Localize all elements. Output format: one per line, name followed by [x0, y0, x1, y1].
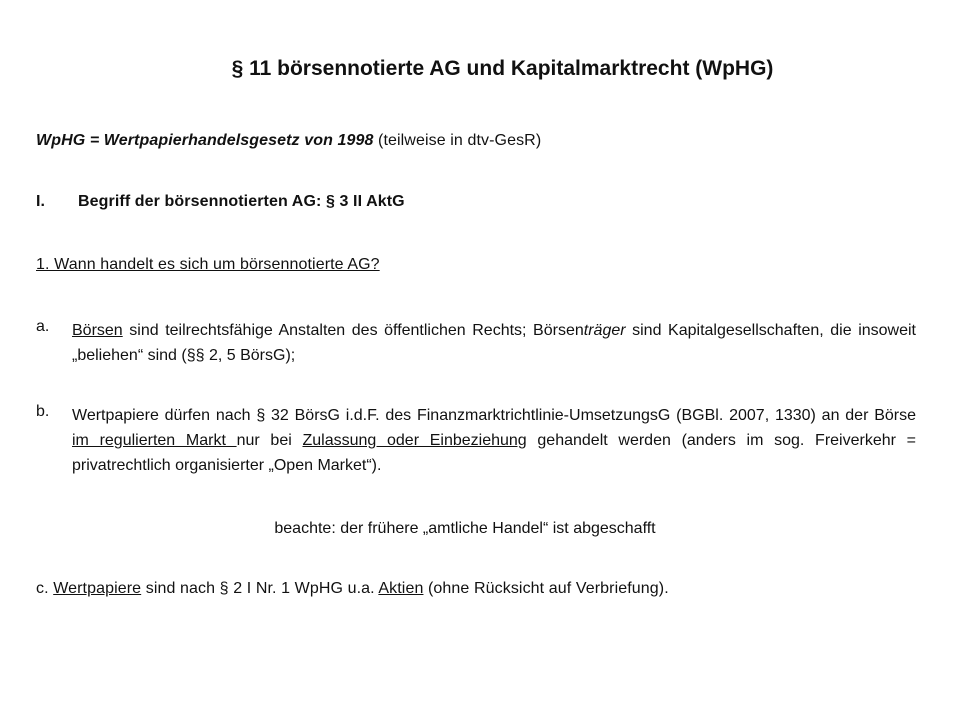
text-span: sind nach § 2 I Nr. 1 WpHG u.a. — [141, 580, 379, 597]
text-span: (ohne Rücksicht auf Verbriefung). — [423, 580, 669, 597]
section-number: I. — [36, 193, 46, 210]
term-regulierter-markt: im regulierten Markt — [72, 432, 237, 449]
list-marker: a. — [36, 318, 50, 335]
section-heading — [36, 193, 405, 211]
term-traeger: träger — [583, 322, 626, 339]
note-line: beachte: der frühere „amtliche Handel“ ist abgeschafft — [274, 520, 656, 537]
list-item-body — [72, 403, 916, 478]
list-item-c — [36, 580, 669, 598]
list-item-body — [72, 318, 916, 368]
text-span: gehandelt werden (anders im sog. Freiverkehr = privatrechtlich organisierter „Open Market“). — [72, 432, 917, 474]
term-aktien: Aktien — [378, 580, 424, 597]
wphg-definition: WpHG = Wertpapierhandelsgesetz von 1998 — [36, 132, 374, 149]
list-marker: c. — [36, 580, 54, 597]
section-title: Begriff der börsennotierten AG: § 3 II AktG — [78, 193, 405, 210]
term-wertpapiere: Wertpapiere — [53, 580, 142, 597]
intro-line — [36, 132, 541, 150]
text-span: sind Kapitalgesellschaften, die insoweit „beliehen“ sind (§§ 2, 5 BörsG); — [72, 322, 916, 364]
wphg-source-note: (teilweise in dtv-GesR) — [373, 132, 542, 149]
list-item-a — [36, 318, 916, 368]
text-span: Wertpapiere dürfen nach § 32 BörsG i.d.F. des Finanzmarktrichtlinie-UmsetzungsG (BGBl. 2007, 1330) an der Börse — [72, 407, 916, 424]
list-marker: b. — [36, 403, 50, 420]
term-boersen: Börsen — [72, 322, 123, 339]
term-zulassung: Zulassung oder Einbeziehung — [302, 432, 527, 449]
slide-title: § 11 börsennotierte AG und Kapitalmarktrecht (WpHG) — [231, 57, 774, 80]
text-span: sind teilrechtsfähige Anstalten des öffentlichen Rechts; Börsen — [122, 322, 584, 339]
question-heading: 1. Wann handelt es sich um börsennotierte AG? — [36, 256, 380, 273]
text-span: nur bei — [236, 432, 303, 449]
list-item-b — [36, 403, 916, 478]
